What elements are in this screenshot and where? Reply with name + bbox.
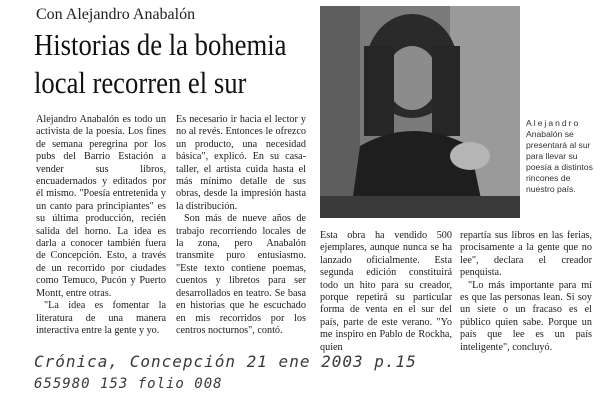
article-kicker: Con Alejandro Anabalón xyxy=(36,6,196,23)
article-headline xyxy=(34,26,287,102)
article-column-2 xyxy=(176,114,306,354)
caption-name: Alejandro xyxy=(526,118,581,128)
article-column-4 xyxy=(460,230,592,362)
paragraph: Esta obra ha vendido 500 ejemplares, aunque nunca se ha lanzado oficialmente. Esta segunda edición constituirá todo un hito para su creador, porque repetirá su particular forma de venta en el sur del país, parte de este verano. "Yo me inspiro en Pablo de Rockha, quien xyxy=(320,230,452,353)
article-column-1 xyxy=(36,114,166,354)
headline-line-2: local recorren el sur xyxy=(34,65,247,100)
paragraph: repartía sus libros en las ferias, procisamente a la gente que no lee", declara el creador penquista. xyxy=(460,230,592,279)
paragraph: Alejandro Anabalón es todo un activista de la poesía. Los fines de semana peregrina por los pubs del Barrio Estación a vender sus libros, encuadernados y editados por él mismo. "Poesía entretenida y un canto para principiantes" es su última producción, recién salida del horno. La idea es darla a conocer también fuera de Concepción. Esto, a través de un recorrido por ciudades como Temuco, Pucón y Puerto Montt, entre otras. xyxy=(36,114,166,299)
paragraph: "Lo más importante para mí es que las personas lean. Si soy un siete o un fracaso es el público quien sabe. Porque un país que lee es un país inteligente", concluyó. xyxy=(460,279,592,353)
paragraph: Es necesario ir hacia el lector y no al revés. Entonces le ofrezco un producto, una necesidad básica", explicó. En su casa-taller, el artista cuida hasta el más mínimo detalle de sus obras, desde la impresión hasta la distribución. xyxy=(176,114,306,212)
article-column-3 xyxy=(320,230,452,362)
handwritten-catalog-note: 655980 153 folio 008 xyxy=(34,376,223,392)
photo-caption xyxy=(526,118,596,195)
portrait-illustration xyxy=(320,6,520,218)
handwritten-source-note: Crónica, Concepción 21 ene 2003 p.15 xyxy=(34,352,417,371)
paragraph: "La idea es fomentar la literatura de una manera interactiva entre la gente y yo. xyxy=(36,300,166,336)
author-photo xyxy=(320,6,520,218)
caption-text: Anabalón se presentará al sur para llevar su poesía a distintos rincones de nuestro país. xyxy=(526,129,593,194)
paragraph: Son más de nueve años de trabajo recorriendo locales de la zona, pero Anabalón transmite puro entusiasmo. "Este texto contiene poemas, cuentos y libretos para ser desarrollados en teatro. Se basa en historias que he escuchado en mis recorridos por los centros nocturnos", contó. xyxy=(176,213,306,336)
headline-line-1: Historias de la bohemia xyxy=(34,27,287,62)
